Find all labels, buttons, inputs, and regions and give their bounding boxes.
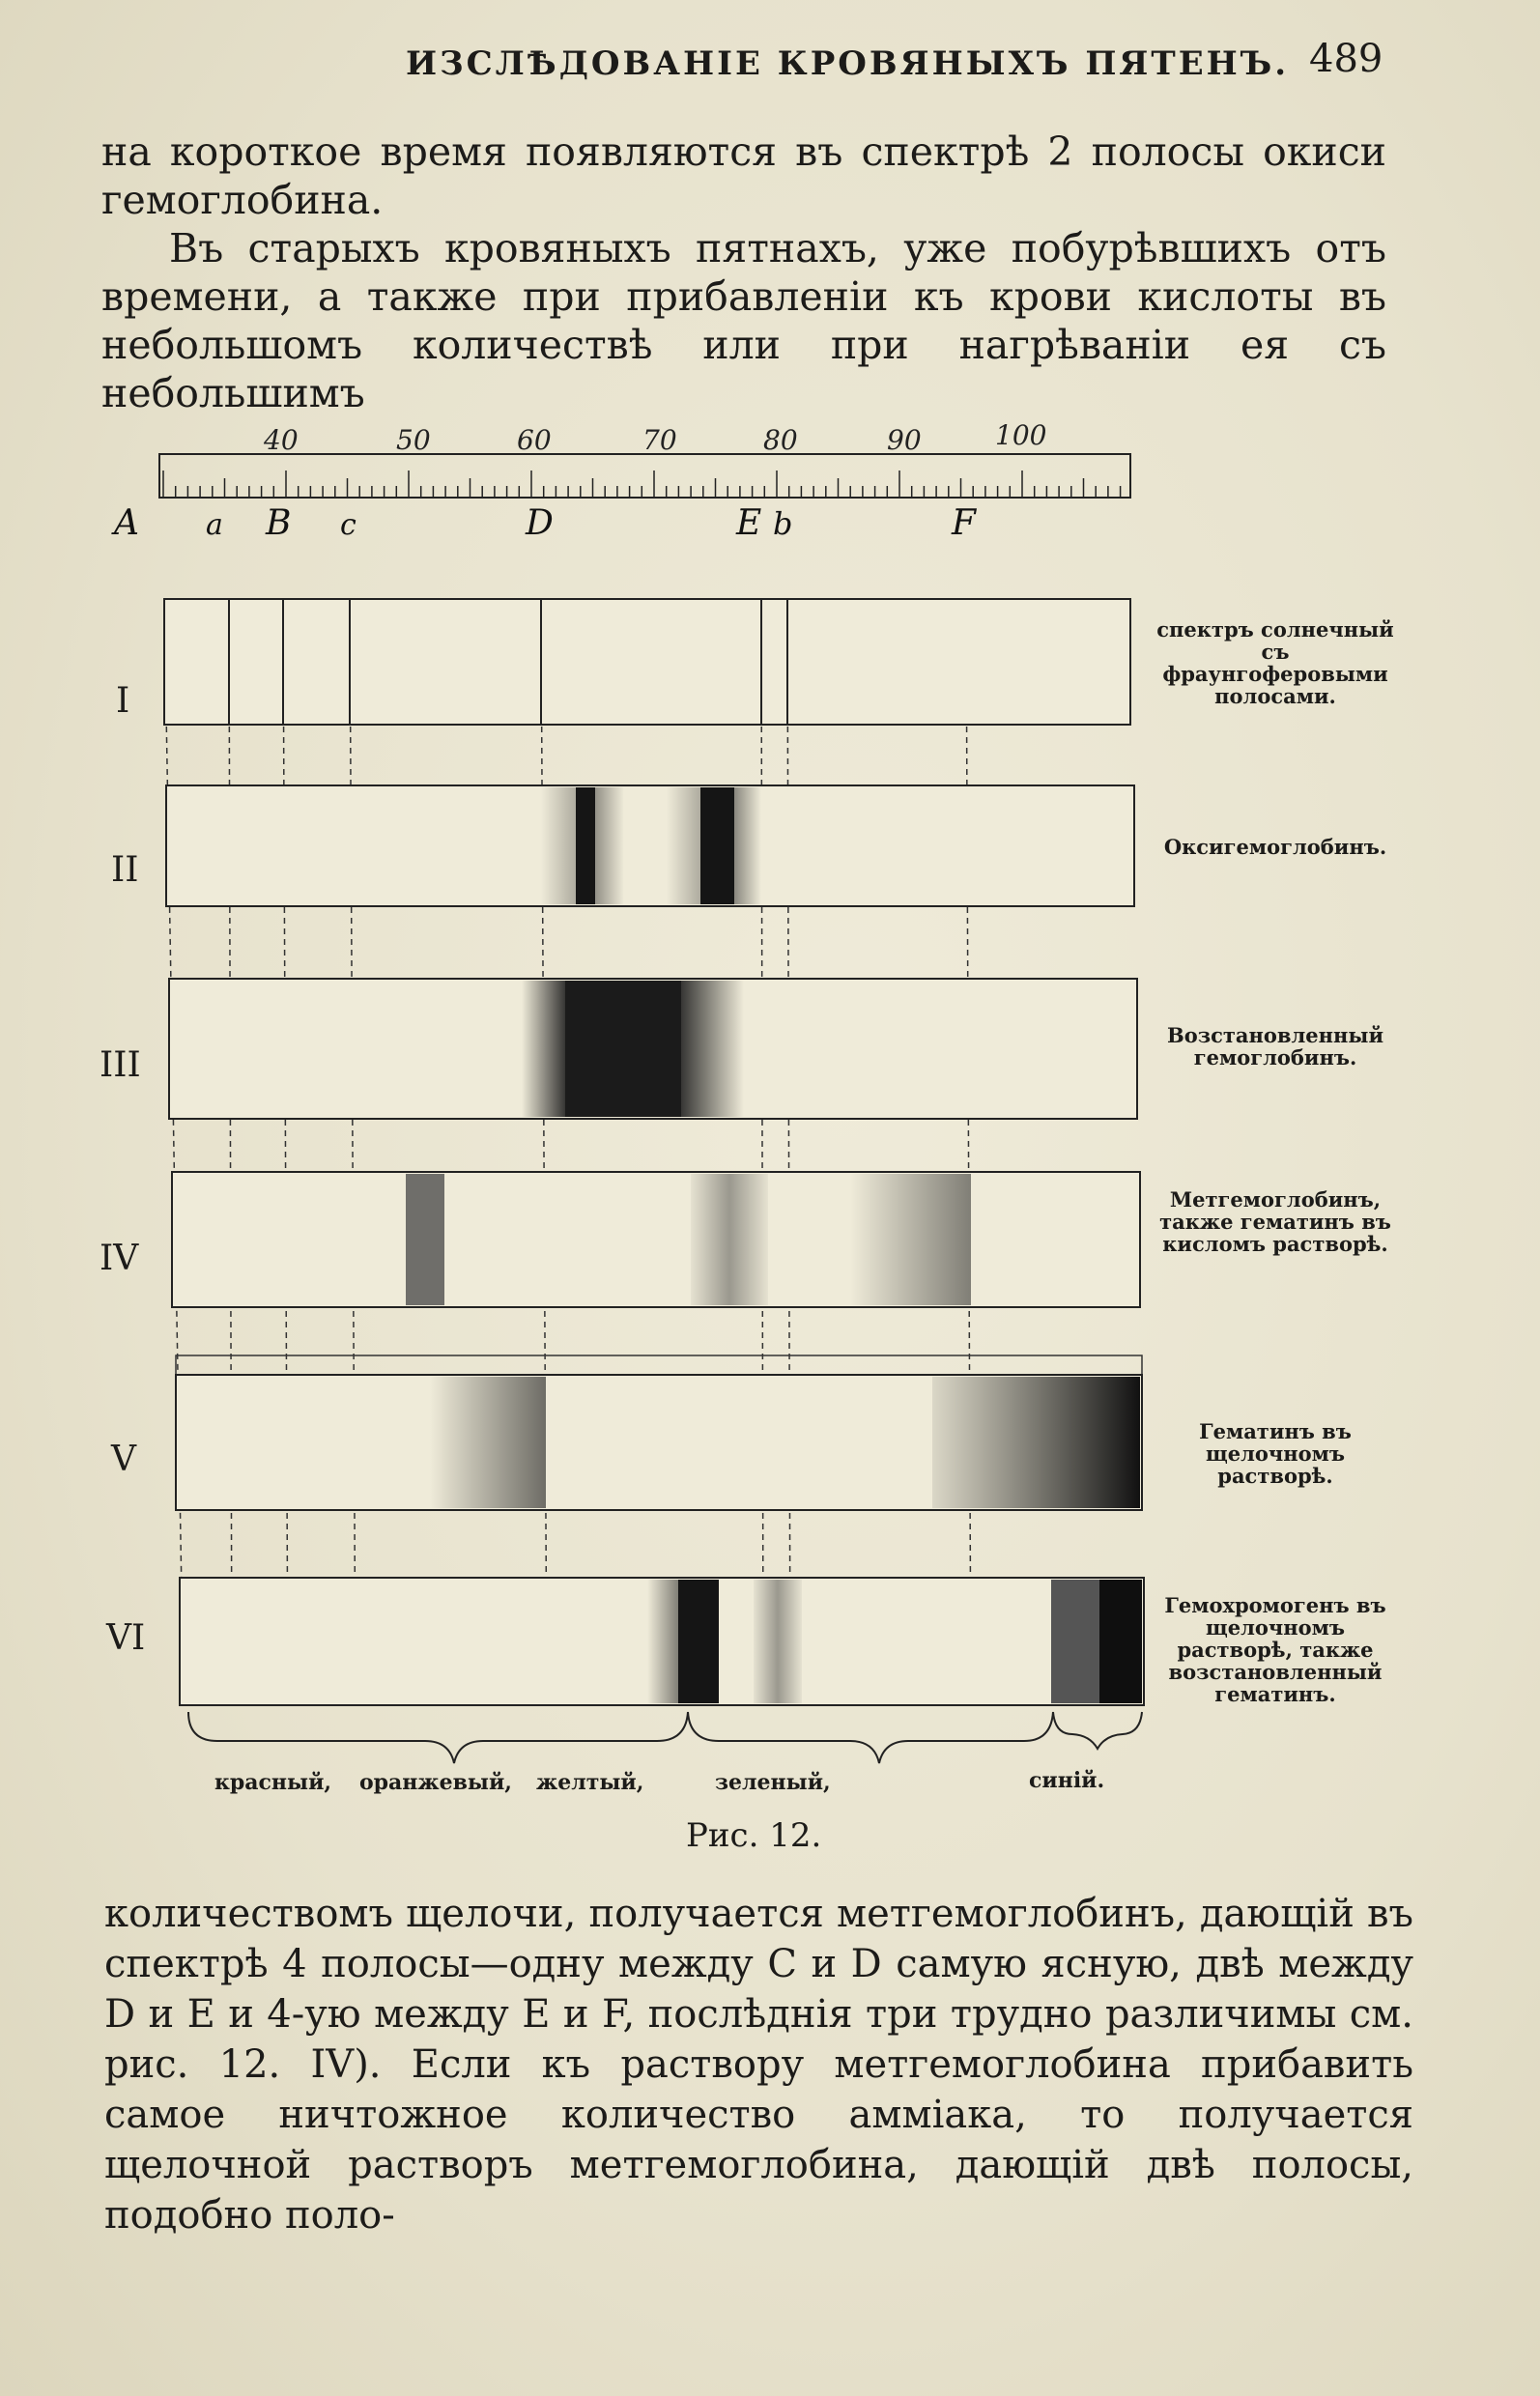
paragraph-3-text: количествомъ щелочи, получается метгемоглобинъ, дающій въ спектрѣ 4 полосы—одну между С и D самую ясную, двѣ между D и Е и 4-ую между Е и F, послѣднія три трудно различимы см. рис. 12. IV). Если къ раствору метгемоглобина прибавить самое ничтожное количество аммiака, то получается щелочной растворъ метгемоглобина, дающій двѣ полосы, подобно поло- bbox=[104, 1892, 1413, 2238]
scale-numbers bbox=[263, 419, 1046, 456]
color-label: оранжевый, bbox=[359, 1770, 512, 1795]
spectrum-row-methemoglobin bbox=[172, 1172, 1140, 1307]
row-caption: Возстановленный гемоглобинъ. bbox=[1166, 1023, 1384, 1070]
scale-number: 80 bbox=[763, 424, 798, 456]
line-letter: b bbox=[773, 505, 793, 542]
line-letter: A bbox=[114, 503, 139, 543]
row-caption: Гематинъ въ щелочномъ растворѣ. bbox=[1199, 1419, 1352, 1488]
spectrum-row-hematin-alkaline bbox=[176, 1375, 1142, 1510]
paragraph-2-text: Въ старыхъ кровяныхъ пятнахъ, уже побурѣвшихъ отъ времени, а также при прибавленіи къ крови кислоты въ небольшомъ количествѣ или при нагрѣваніи ея съ небольшимъ bbox=[101, 225, 1386, 416]
row-numeral: III bbox=[100, 1045, 141, 1085]
wavelength-scale bbox=[159, 454, 1130, 498]
row-caption: Гемохромогенъ въ щелочномъ растворѣ, также возстановленный гематинъ. bbox=[1164, 1593, 1386, 1706]
scale-number: 100 bbox=[995, 419, 1047, 451]
row-caption: спектръ солнечный съ фраунгоферовыми полосами. bbox=[1156, 617, 1394, 708]
line-letter: c bbox=[340, 508, 356, 542]
running-title: ИЗСЛѢДОВАНІЕ КРОВЯНЫХЪ ПЯТЕНЪ. bbox=[406, 44, 1290, 83]
row-caption: Метгемоглобинъ, также гематинъ въ кисломъ растворѣ. bbox=[1159, 1187, 1391, 1256]
line-letter: D bbox=[526, 503, 554, 543]
spectrum-row-hemochromogen bbox=[180, 1578, 1144, 1705]
line-letter: F bbox=[952, 503, 976, 543]
scale-number: 40 bbox=[264, 424, 299, 456]
guide-lines bbox=[164, 599, 971, 1705]
line-letter: a bbox=[206, 508, 223, 542]
color-label: синій. bbox=[1029, 1768, 1105, 1793]
page-number: 489 bbox=[1309, 37, 1383, 81]
scale-number: 90 bbox=[887, 424, 922, 456]
row-numeral: II bbox=[111, 850, 139, 890]
color-label: красный, bbox=[214, 1770, 332, 1795]
line-letter: B bbox=[266, 503, 292, 543]
paragraph-3 bbox=[104, 1889, 1413, 2240]
color-label: зеленый, bbox=[715, 1770, 831, 1795]
scale-number: 60 bbox=[517, 424, 552, 456]
fraunhofer-letters bbox=[111, 503, 978, 543]
row-numeral: IV bbox=[100, 1239, 139, 1278]
paragraph-2 bbox=[101, 224, 1386, 417]
line-letter: E bbox=[736, 503, 762, 543]
paragraph-1 bbox=[101, 128, 1386, 224]
row-caption: Оксигемоглобинъ. bbox=[1163, 835, 1387, 859]
spectrum-row-oxyhemoglobin bbox=[166, 785, 1134, 906]
page-header bbox=[0, 37, 1540, 85]
scale-number: 70 bbox=[642, 424, 677, 456]
row-numeral: VI bbox=[106, 1618, 146, 1658]
paragraph-1-text: на короткое время появляются въ спектрѣ 2 полосы окиси гемоглобина. bbox=[101, 128, 1386, 223]
color-braces bbox=[188, 1712, 1142, 1763]
spectrum-figure bbox=[0, 415, 1540, 1865]
row-numeral: V bbox=[111, 1440, 136, 1479]
figure-caption: Рис. 12. bbox=[686, 1816, 822, 1855]
row-numeral: I bbox=[116, 681, 130, 721]
spectrum-row-reduced-hemoglobin bbox=[169, 979, 1137, 1119]
color-label: желтый, bbox=[536, 1770, 644, 1795]
scale-number: 50 bbox=[396, 424, 431, 456]
spectrum-row-solar bbox=[164, 599, 1130, 725]
